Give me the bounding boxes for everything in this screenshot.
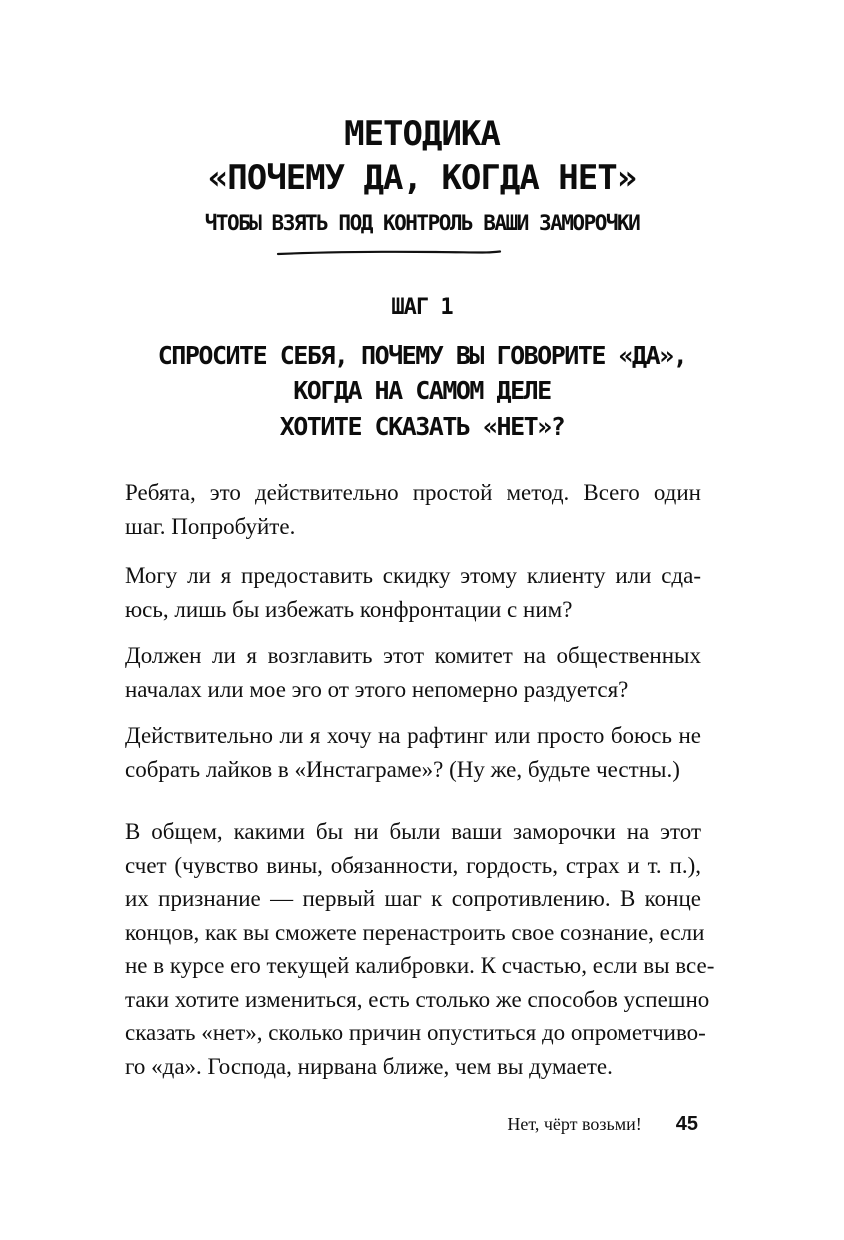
section-title-line-2: «ПОЧЕМУ ДА, КОГДА НЕТ» bbox=[207, 158, 637, 198]
intro-paragraph bbox=[125, 476, 701, 543]
example-question bbox=[125, 719, 701, 786]
running-footer bbox=[507, 1112, 698, 1136]
example-question bbox=[125, 639, 701, 706]
step-label: ШАГ 1 bbox=[391, 295, 453, 320]
text-line: их признание — первый шаг к сопротивлению. В конце bbox=[125, 886, 701, 911]
text-line: таки хотите измениться, есть столько же способов успешно bbox=[125, 986, 710, 1012]
text-line: юсь, лишь бы избежать конфронтации с ним? bbox=[125, 596, 573, 622]
footer-book-title: Нет, чёрт возьми! bbox=[507, 1114, 642, 1134]
title-divider bbox=[276, 249, 502, 257]
step-question-line: СПРОСИТЕ СЕБЯ, ПОЧЕМУ ВЫ ГОВОРИТЕ «ДА», bbox=[157, 341, 687, 370]
text-line: го «да». Господа, нирвана ближе, чем вы думаете. bbox=[125, 1053, 613, 1079]
text-line: Могу ли я предоставить скидку этому клиенту или сда- bbox=[125, 563, 701, 588]
text-line: В общем, какими бы ни были ваши заморочки на этот bbox=[125, 819, 701, 844]
text-line: собрать лайков в «Инстаграме»? (Ну же, будьте честны.) bbox=[125, 756, 680, 782]
main-paragraph bbox=[125, 815, 715, 1083]
section-subtitle: ЧТОБЫ ВЗЯТЬ ПОД КОНТРОЛЬ ВАШИ ЗАМОРОЧКИ bbox=[204, 211, 640, 235]
text-line: счет (чувство вины, обязанности, гордость, страх и т. п.), bbox=[125, 852, 701, 878]
text-line: Действительно ли я хочу на рафтинг или просто боюсь не bbox=[125, 723, 701, 748]
text-line: концов, как вы сможете перенастроить свое сознание, если bbox=[125, 919, 705, 945]
text-line: сказать «нет», сколько причин опуститься до опрометчиво- bbox=[125, 1020, 706, 1045]
step-question-line: ХОТИТЕ СКАЗАТЬ «НЕТ»? bbox=[279, 412, 565, 441]
step-question-line: КОГДА НА САМОМ ДЕЛЕ bbox=[293, 376, 551, 405]
example-question bbox=[125, 559, 701, 626]
text-line: Ребята, это действительно простой метод. Всего один bbox=[125, 480, 701, 505]
text-line: началах или мое эго от этого непомерно раздуется? bbox=[125, 676, 629, 702]
page-number: 45 bbox=[675, 1113, 698, 1135]
text-line: Должен ли я возглавить этот комитет на общественных bbox=[125, 643, 701, 668]
text-line: шаг. Попробуйте. bbox=[125, 513, 296, 539]
section-title-line-1: МЕТОДИКА bbox=[344, 114, 500, 154]
text-line: не в курсе его текущей калибровки. К счастью, если вы все- bbox=[125, 953, 715, 978]
